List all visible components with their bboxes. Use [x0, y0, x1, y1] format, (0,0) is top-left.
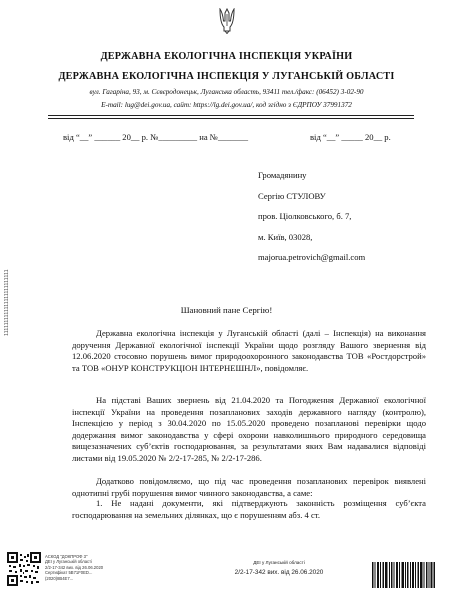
body-paragraph: 1. Не надані документи, які підтверджують законність розміщення суб’єкта господарювання на земельних ділянках, що є порушенням абз. 4 ст.	[72, 498, 426, 520]
barcode-icon	[372, 562, 436, 588]
side-registration-strip	[4, 248, 12, 336]
trident-emblem-icon	[218, 8, 236, 34]
digital-signature-info	[45, 554, 175, 581]
footer-line: ДЕІ у Луганській області	[45, 559, 92, 565]
address-line: вул. Гагаріна, 93, м. Сєвєродонецьк, Луганська область, 93411 тел./факс: (06452) 3-02-90	[89, 88, 364, 96]
header-rule-bottom	[48, 118, 414, 119]
recipient-line: м. Київ, 03028,	[258, 231, 313, 242]
footer-line: 2/2-17-342 вих. від 26.06.2020	[45, 564, 104, 570]
side-registration-text: 1111111111111111111111111	[4, 269, 10, 336]
salutation: Шановний пане Сергію!	[180, 305, 273, 315]
body-paragraph: Додатково повідомляємо, що під час проведення позапланових перевірок виявлені однотипні грубі порушення вимог чинного законодавства, а саме:	[72, 476, 426, 498]
contact-line: E-mail: lug@dei.gov.ua, сайт: https://lg.dei.gov.ua/, код згідно з ЄДРПОУ 37991372	[101, 101, 352, 109]
recipient-line: Громадянину	[258, 170, 307, 180]
registration-number-line: від “__” ______ 20__ р. №_________ на №_______	[63, 132, 249, 142]
body-paragraph: На підставі Ваших звернень від 21.04.2020 та Погодження Державної екологічної інспекції України на проведення позапланових заходів державного нагляду (контролю), Інспекцією у період з 30.04.2020 по 15.05.2020 проведено позапланові перевірки щодо додержання вимог законодавства у сфері охорони навколишнього природного середовища вищезазначених суб’єктів господарювання, за результатами яких Вам надавалися відповіді листами від 19.05.2020 № 2/2-17-285, № 2/2-17-286.	[72, 395, 426, 463]
regional-office-title: ДЕРЖАВНА ЕКОЛОГІЧНА ІНСПЕКЦІЯ У ЛУГАНСЬКІЙ ОБЛАСТІ	[58, 71, 395, 82]
stamp-office: ДЕІ у Луганській області	[253, 560, 305, 565]
footer-line: АСКОД "ДОКПРОФ 3"	[45, 554, 88, 559]
registration-reference-line: від “__” _____ 20__ р.	[310, 132, 391, 142]
organization-title: ДЕРЖАВНА ЕКОЛОГІЧНА ІНСПЕКЦІЯ УКРАЇНИ	[100, 51, 353, 62]
recipient-block	[258, 165, 365, 268]
recipient-line: пров. Ціолковського, б. 7,	[258, 211, 352, 221]
footer-line: (2020)8B4E7...	[45, 575, 74, 581]
footer-line: Сертифікат 5B71F0ED...	[45, 570, 93, 576]
recipient-name: Сергію СТУЛОВУ	[258, 190, 326, 201]
outgoing-registration-stamp	[216, 560, 342, 580]
body-paragraph: Державна екологічна інспекція у Луганській області (далі – Інспекція) на виконання доручення Державної екологічної інспекції України щодо розгляду Вашого звернення від 12.06.2020 стосовно порушень вимог природоохоронного законодавства ТОВ «Ростдорстрой» та ТОВ «ОНУР КОНСТРУКЦІОН ІНТЕРНЕШНЛ», повідомляє.	[72, 328, 426, 373]
stamp-number: 2/2-17-342 вих. від 26.06.2020	[234, 569, 324, 576]
header-rule-top	[48, 115, 414, 116]
recipient-email: majorua.petrovich@gmail.com	[258, 252, 366, 262]
qr-code-icon	[7, 552, 41, 586]
